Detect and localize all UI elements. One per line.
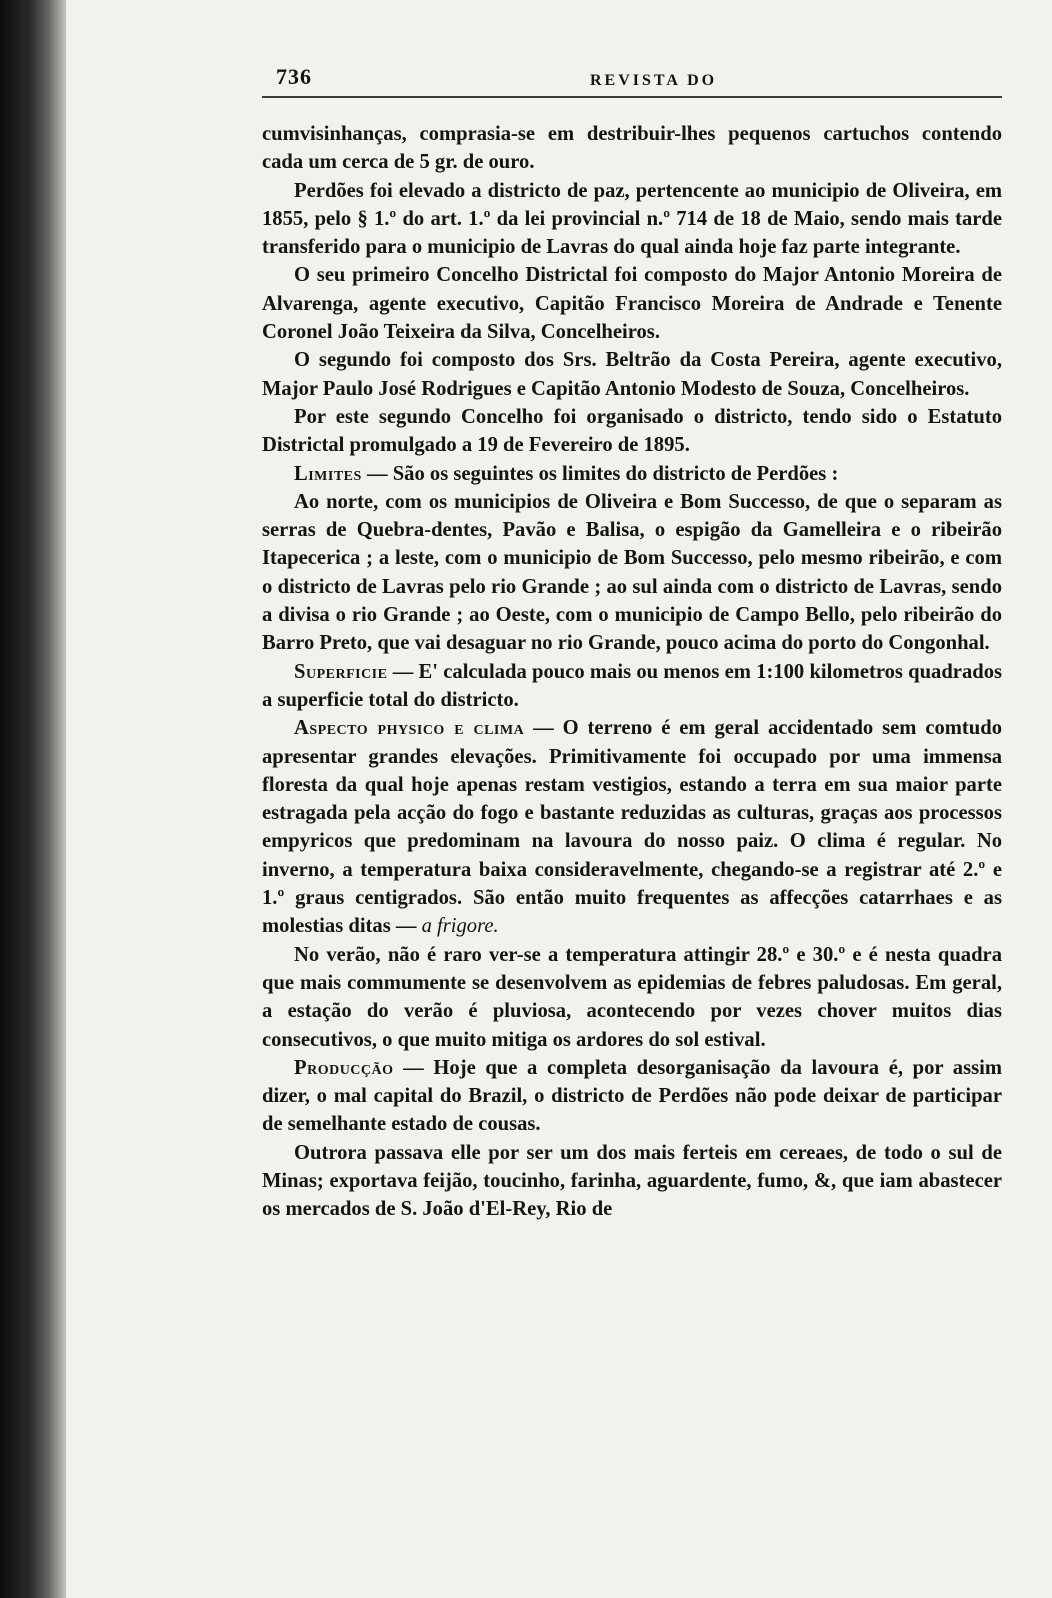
section-heading-aspecto: Aspecto physico e clima [294,717,525,740]
paragraph-text: — São os seguintes os limites do districto de Perdões : [361,462,839,485]
paragraph-text: cumvisinhanças, comprasia-se em destribuir-lhes pequenos cartuchos contendo cada um cerca de 5 gr. de ouro. [262,123,1002,174]
paragraph [262,1054,1002,1139]
paragraph-text: Outrora passava elle por ser um dos mais ferteis em cereaes, de todo o sul de Minas; exportava feijão, toucinho, farinha, aguardente, fumo, &, que iam abastecer os mercados de S. João d'El-Rey, Rio de [262,1141,1002,1221]
paragraph [262,261,1002,346]
paragraph-text: Perdões foi elevado a districto de paz, pertencente ao municipio de Oliveira, em 1855, pelo § 1.º do art. 1.º da lei provincial n.º 714 de 18 de Maio, sendo mais tarde transferido para o municipio de Lavras do qual ainda hoje faz parte integrante. [262,179,1002,259]
section-heading-limites: Limites [294,462,362,485]
running-title: REVISTA DO [590,72,718,89]
page-number: 736 [276,64,312,89]
paragraph [262,941,1002,1054]
book-gutter-shadow [0,0,66,1598]
book-page [262,56,1002,1224]
italic-term: a frigore. [421,915,499,938]
paragraph [262,403,1002,460]
paragraph-text: O segundo foi composto dos Srs. Beltrão da Costa Pereira, agente executivo, Major Paulo José Rodrigues e Capitão Antonio Modesto de Souza, Concelheiros. [262,349,1002,400]
paragraph-text: Por este segundo Concelho foi organisado o districto, tendo sido o Estatuto Districtal promulgado a 19 de Fevereiro de 1895. [262,405,1002,457]
page-body [262,120,1002,1224]
page-header [262,56,1002,98]
paragraph [262,658,1002,715]
paragraph [262,714,1002,940]
paragraph [262,120,1002,177]
paragraph-text: O seu primeiro Concelho Districtal foi composto do Major Antonio Moreira de Alvarenga, agente executivo, Capitão Francisco Moreira de Andrade e Tenente Coronel João Teixeira da Silva, Concelheiros. [262,264,1002,344]
paragraph-text: — Hoje que a completa desorganisação da lavoura é, por assim dizer, o mal capital do Brazil, o districto de Perdões não pode deixar de participar de semelhante estado de cousas. [262,1056,1002,1136]
paragraph-text: — O terreno é em geral accidentado sem comtudo apresentar grandes elevações. Primitivamente foi occupado por uma immensa floresta da qual hoje apenas restam vestigios, estando a terra em sua maior parte estragada pela acção do fogo e bastante reduzidas as culturas, graças aos processos empyricos que predominam na lavoura do nosso paiz. O clima é regular. No inverno, a temperatura baixa consideravelmente, chegando-se a registrar até 2.º e 1.º graus centigrados. São então muito frequentes as affecções catarrhaes e as molestias ditas — [262,717,1002,938]
paragraph [262,1139,1002,1224]
paragraph-text: — E' calculada pouco mais ou menos em 1:100 kilometros quadrados a superficie total do districto. [262,660,1002,711]
paragraph [262,346,1002,403]
section-heading-superficie: Superficie [294,660,388,683]
section-heading-producao: Producção [294,1056,394,1079]
paragraph [262,460,1002,488]
paragraph-text: Ao norte, com os municipios de Oliveira e Bom Successo, de que o separam as serras de Quebra-dentes, Pavão e Balisa, o espigão da Gamelleira e o ribeirão Itapecerica ; a leste, com o municipio de Bom Successo, pelo mesmo ribeirão, e com o districto de Lavras pelo rio Grande ; ao sul ainda com o districto de Lavras, sendo a divisa o rio Grande ; ao Oeste, com o municipio de Campo Bello, pelo ribeirão do Barro Preto, que vai desaguar no rio Grande, pouco acima do porto do Congonhal. [262,490,1002,655]
paragraph [262,488,1002,658]
paragraph [262,177,1002,262]
paragraph-text: No verão, não é raro ver-se a temperatura attingir 28.º e 30.º e é nesta quadra que mais commumente se desenvolvem as epidemias de febres paludosas. Em geral, a estação do verão é pluviosa, acontecendo por vezes chover muitos dias consecutivos, o que muito mitiga os ardores do sol estival. [262,943,1002,1051]
